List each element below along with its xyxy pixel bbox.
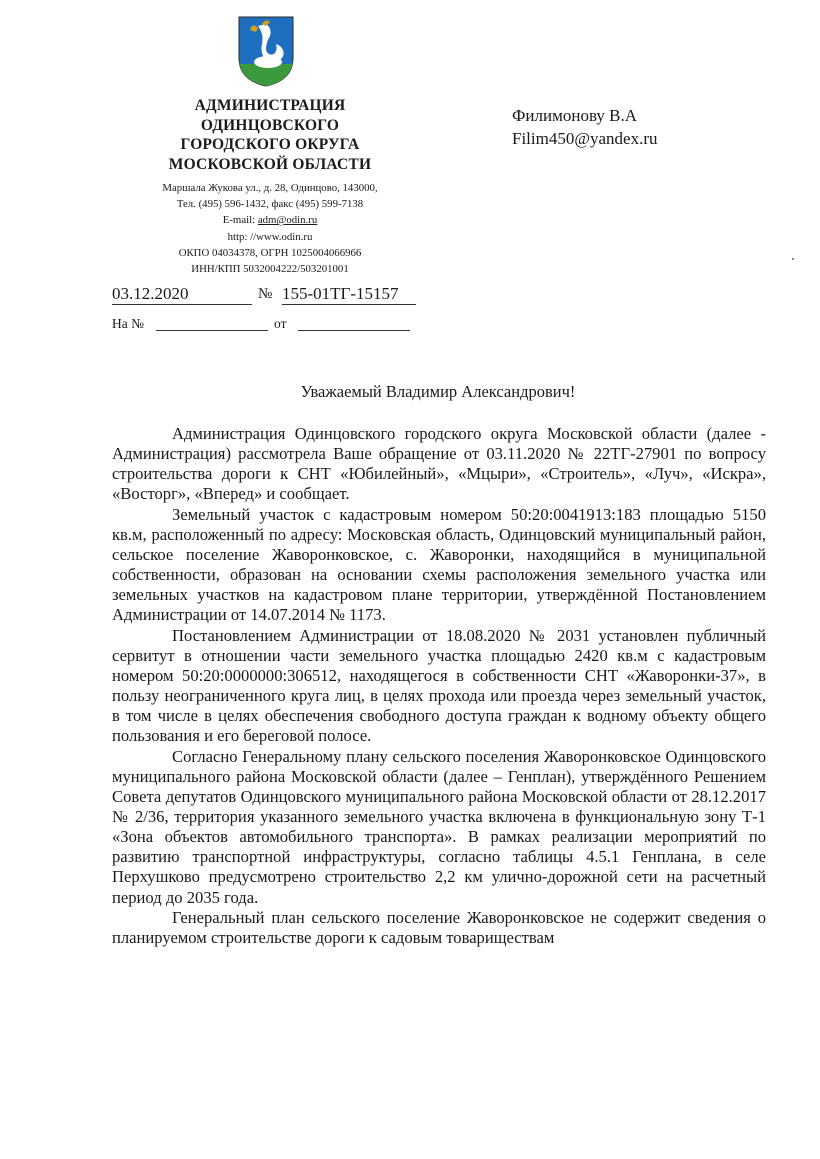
org-line: МОСКОВСКОЙ ОБЛАСТИ — [168, 155, 372, 173]
okpo-ogrn: ОКПО 04034378, ОГРН 1025004066966 — [178, 246, 362, 259]
org-line: ГОРОДСКОГО ОКРУГА — [180, 136, 360, 153]
phone: Тел. (495) 596-1432, факс (495) 599-7138 — [176, 198, 364, 211]
paragraph: Постановлением Администрации от 18.08.2020 № 2031 установлен публичный сервитут в отношении части земельного участка площадью 2420 кв.м с кадастровым номером 50:20:0000000:306512, находящегося в собственности СНТ «Жаворонки-37», в пользу неограниченного круга лиц, в целях прохода или проезда через земельный участок, в том числе в целях обеспечения свободного доступа граждан к водному объекту общего пользования и его береговой полосе. — [112, 625, 766, 746]
org-line: ОДИНЦОВСКОГО — [200, 116, 340, 134]
reference-ot-label: от — [274, 316, 287, 331]
website: http: //www.odin.ru — [227, 230, 313, 243]
inn-kpp: ИНН/КПП 5032004222/503201001 — [191, 263, 349, 276]
letter-body — [112, 424, 766, 948]
email-row — [110, 212, 430, 228]
registration-number: 155-01ТГ-15157 — [282, 284, 416, 305]
reference-date-blank — [298, 330, 410, 331]
paragraph: Земельный участок с кадастровым номером 50:20:0041913:183 площадью 5150 кв.м, расположенный по адресу: Московская область, Одинцовский муниципальный район, сельское поселение Жаворонковское, с. Жаворонки, находящийся в муниципальной собственности, образован на основании схемы расположения земельного участка или земельных участков на кадастровом плане территории, утверждённой Постановлением Администрации от 14.07.2014 № 1173. — [112, 504, 766, 625]
organization-name — [110, 96, 430, 174]
registration-date: 03.12.2020 — [112, 284, 252, 305]
address: Маршала Жукова ул., д. 28, Одинцово, 143000, — [162, 182, 378, 194]
registration-line — [112, 284, 432, 308]
reference-number-blank — [156, 330, 268, 331]
reference-label: На № — [112, 316, 144, 331]
org-line: АДМИНИСТРАЦИЯ — [194, 97, 346, 114]
number-sign: № — [258, 286, 273, 302]
recipient-block — [512, 104, 762, 150]
contact-block — [110, 180, 430, 277]
coat-of-arms-icon — [236, 14, 296, 88]
email-label: E-mail: — [222, 214, 258, 227]
scan-speck — [792, 258, 794, 260]
salutation: Уважаемый Владимир Александрович! — [300, 382, 576, 401]
paragraph: Администрация Одинцовского городского округа Московской области (далее - Администрация) рассмотрела Ваше обращение от 03.11.2020 № 22ТГ-27901 по вопросу строительства дороги к СНТ «Юбилейный», «Мцыри», «Строитель», «Луч», «Искра», «Восторг», «Вперед» и сообщает. — [112, 424, 766, 504]
paragraph: Согласно Генеральному плану сельского поселения Жаворонковское Одинцовского муниципального района Московской области (далее – Генплан), утверждённого Решением Совета депутатов Одинцовского муниципального района Московской области от 28.12.2017 № 2/36, территория указанного земельного участка включена в функциональную зону Т-1 «Зона объектов автомобильного транспорта». В рамках реализации мероприятий по развитию транспортной инфраструктуры, согласно таблицы 4.5.1 Генплана, в селе Перхушково предусмотрено строительство 2,2 км улично-дорожной сети на расчетный период до 2035 года. — [112, 746, 766, 907]
reference-line — [112, 316, 432, 338]
email-link[interactable]: adm@odin.ru — [257, 214, 318, 227]
recipient-email: Filim450@yandex.ru — [512, 129, 658, 148]
recipient-name: Филимонову В.А — [512, 106, 638, 125]
paragraph: Генеральный план сельского поселение Жаворонковское не содержит сведения о планируемом строительстве дороги к садовым товариществам — [112, 907, 766, 947]
